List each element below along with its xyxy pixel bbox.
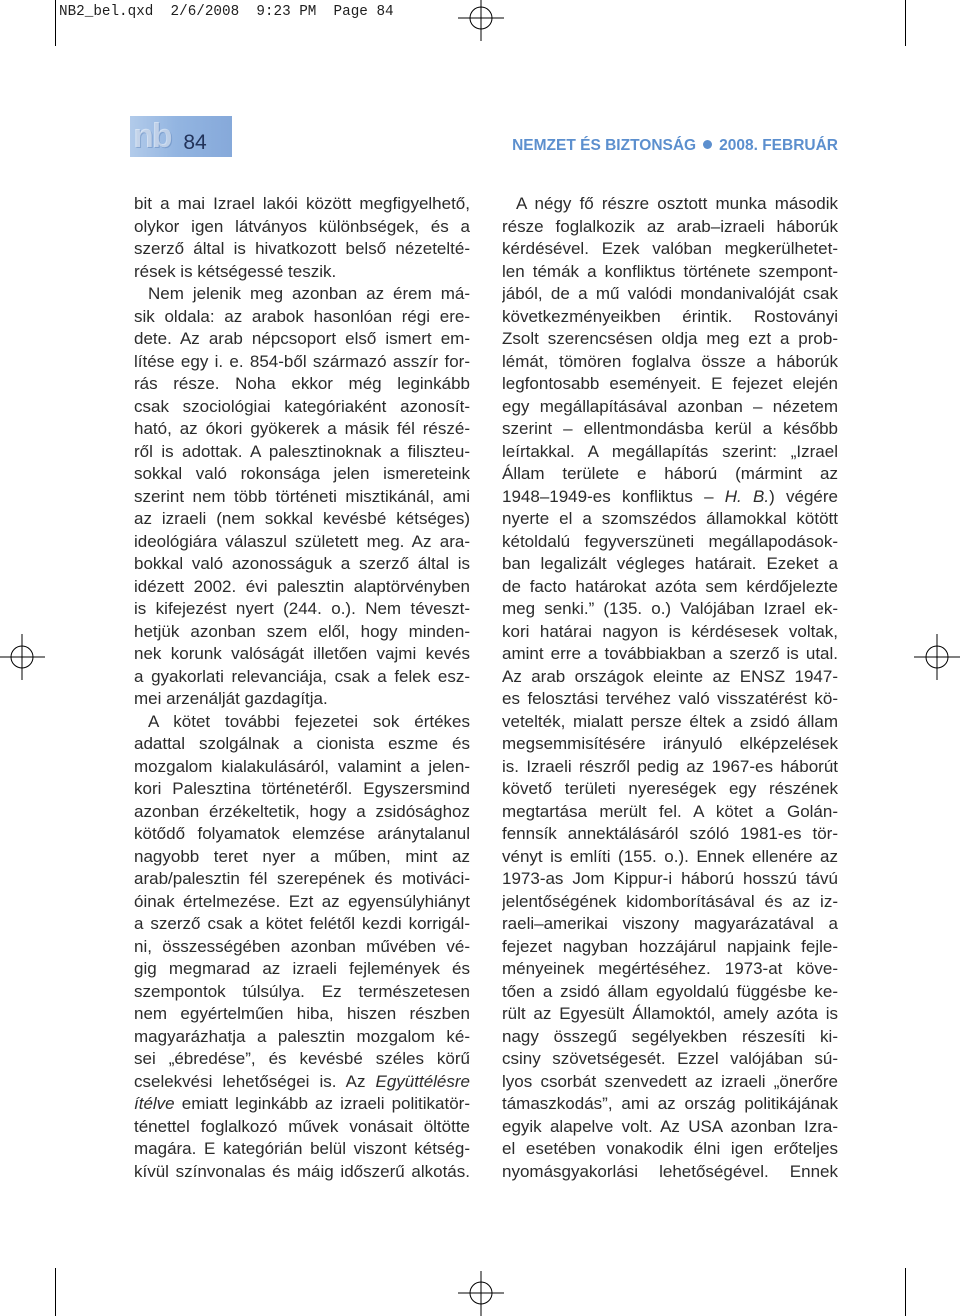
text-line: len témák a konfliktus története szempont- [502, 261, 838, 281]
text-line: rések is kétségessé teszik. [134, 261, 337, 281]
text-line: az izraeli (nem sokkal kevésbé kétséges) [134, 509, 470, 528]
italic-text: ítélve [134, 1094, 175, 1113]
text-line: el esetében vonakodik élni igen erőteljes [502, 1139, 838, 1158]
text-line: kérdésével. Ezek valóban megkerülhetet- [502, 239, 838, 258]
text-line [134, 1071, 470, 1094]
text-segment: emiatt leginkább az izraeli politikatör- [174, 1094, 470, 1113]
text-line: csak szociológiai kategóriaként azonosít- [134, 396, 470, 416]
slug-line: NB2_bel.qxd 2/6/2008 9:23 PM Page 84 [59, 4, 394, 20]
text-line: megsemmisítésére irányuló elképzelések [502, 734, 838, 753]
text-line: adattal szolgálnak a cionista eszme és [134, 734, 470, 753]
text-line: jelentőségének kidomborításával és az iz- [502, 891, 838, 911]
text-line: része foglalkozik az arab–izraeli háborúk [502, 216, 838, 236]
text-line: mei arzenálját gazdagítja. [134, 689, 328, 708]
text-line: nem egyértelműen hiba, hiszen részben [134, 1004, 470, 1023]
text-line [502, 486, 838, 509]
text-line: azonban érzékeltetik, hogy a zsidósághoz [134, 801, 470, 821]
text-line: rás része. Noha ekkor még leginkább [134, 374, 470, 393]
page-number: 84 [183, 131, 207, 154]
text-line: vényt is említi (155. o.). Ennek ellenére az [502, 846, 838, 866]
text-segment: 1948–1949-es konfliktus – [502, 486, 725, 506]
text-segment: cselekvési lehetőségei is. Az [134, 1071, 376, 1091]
text-line: lémát, tömören foglalva össze a háborúk [502, 351, 838, 371]
running-head [512, 138, 838, 154]
text-line: ténettel foglalkozó művek vonásait öltötte [134, 1116, 470, 1136]
text-line: lyos csorbát szenvedett az izraeli „önerőre [502, 1071, 838, 1091]
text-line: ményeinek megértéséhez. 1973-at köve- [502, 959, 838, 978]
text-line: tően a zsidó állam egyoldalú függésbe ke- [502, 981, 838, 1001]
text-line: megtartása merült fel. A kötet a Golán- [502, 801, 838, 821]
text-segment: ) végére [769, 486, 838, 506]
issue-date: 2008. FEBRUÁR [719, 137, 838, 154]
text-line: szerző által is hivatkozott belső nézetelté- [134, 239, 470, 258]
text-line: Állam területe e háború (mármint az [502, 464, 838, 483]
journal-title: NEMZET ÉS BIZTONSÁG [512, 137, 697, 154]
text-line: szerint – ellentmondásba kerül a később [502, 419, 838, 438]
text-line: es felosztási tervéhez való visszatérést kö- [502, 689, 838, 708]
text-line: támaszkodás”, ami az ország politikájának [502, 1094, 838, 1113]
text-line: leírtakkal. A megállapítás szerint: „Izrael [502, 441, 838, 461]
text-line: arab/palesztin fél szerepének és motiváci- [134, 869, 470, 888]
registration-mark-top [458, 0, 504, 41]
text-line: ni, összességében azonban művében vé- [134, 936, 470, 956]
text-line: mozgalom kialakulásáról, valamint a jelen- [134, 756, 470, 776]
text-line: nagyobb teret nyer a műben, mint az [134, 846, 470, 866]
text-line: sokkal való rokonsága jelen ismereteink [134, 464, 470, 483]
registration-mark-right [914, 634, 960, 680]
text-line: ről is adottak. A palesztinoknak a filiszteu- [134, 441, 470, 461]
text-line: ideológiára válaszul született meg. Az ara- [134, 531, 470, 551]
text-line: a szerző csak a kötet felétől kezdi korrigál- [134, 914, 470, 933]
text-line: nyerte el a szomszédos államokkal kötött [502, 509, 838, 528]
text-line: kívül színvonalas és máig időszerű alkotás. [134, 1161, 470, 1181]
text-line: de facto határokat azóta sem kérdőjelezte [502, 576, 838, 596]
text-line: ható, az ókori gyökerek a másik fél részé- [134, 419, 470, 438]
text-line: sik oldala: az arabok hasonlóan régi ere- [134, 306, 470, 326]
text-line: A négy fő részre osztott munka második [516, 194, 838, 213]
text-line: raeli–amerikai viszony magyarázatával a [502, 914, 838, 933]
left-column [134, 193, 470, 1183]
bullet-dot-icon [703, 140, 712, 149]
text-line: kori Palesztina történetéről. Egyszersmind [134, 779, 470, 798]
text-line: fejezet nagyban hozzájárul napjaink fejle- [502, 936, 838, 956]
text-line: dete. Az arab népcsoport első ismert em- [134, 329, 470, 348]
italic-text: Együttélésre [375, 1071, 470, 1091]
text-line: egyik alapelve volt. Az USA azonban Izra- [502, 1116, 838, 1136]
text-line: rült az Egyesült Államoktól, amely azóta is [502, 1004, 838, 1023]
text-line: lítése egy i. e. 854-ből származó asszír for- [134, 351, 470, 371]
right-column [502, 193, 838, 1183]
text-line: idézett 2002. évi palesztin alaptörvényben [134, 576, 470, 596]
text-line: jából, de a mű valódi mondanivalóját csak [502, 284, 838, 303]
text-line: meg senki.” (135. o.) Valójában Izrael ek- [502, 599, 838, 618]
text-line: egy megállapításával azonban – nézetem [502, 396, 838, 416]
text-line: legfontosabb eseményeit. E fejezet elején [502, 374, 838, 393]
text-line: hetjük azonban szem elől, hogy minden- [134, 621, 470, 641]
text-line [134, 1093, 470, 1116]
text-line: A kötet további fejezetei sok értékes [148, 711, 470, 731]
text-line: magára. E kategórián belül viszont kétség- [134, 1139, 470, 1158]
text-line: ban legalizált végleges határait. Ezeket a [502, 554, 838, 573]
text-line: 1973-as Jom Kippur-i háború hosszú távú [502, 869, 838, 888]
text-line: szempontok túlsúlya. Ez természetesen [134, 981, 470, 1001]
text-line: kötődő folyamatok elemzése aránytalanul [134, 824, 470, 843]
text-line: Az arab országok eleinte az ENSZ 1947- [502, 666, 838, 686]
text-line: követő területi nyereségek egy részének [502, 779, 838, 798]
text-line: következményeikben érintik. Rostoványi [502, 306, 838, 326]
text-line: vetelték, mialatt persze éltek a zsidó állam [502, 711, 838, 731]
text-line: Nem jelenik meg azonban az érem má- [148, 284, 470, 303]
text-line: Zsolt szerencsésen oldja meg ezt a prob- [502, 329, 838, 348]
text-line: amint erre a továbbiakban a szerző is utal. [502, 644, 838, 663]
registration-mark-left [0, 634, 45, 680]
text-line: nyomásgyakorlási lehetőségével. Ennek [502, 1161, 838, 1181]
text-line: szerint nem több történeti misztikánál, ami [134, 486, 470, 506]
text-line: is kifejezést nyert (244. o.). Nem téveszt- [134, 599, 470, 618]
text-line: bokkal való azonosságuk a szerző által is [134, 554, 470, 573]
registration-mark-bottom [458, 1271, 504, 1316]
text-line: fennsík annektálásáról szóló 1981-es tör- [502, 824, 838, 843]
italic-text: H. B. [724, 486, 770, 506]
text-line: a gyakorlati relevanciája, csak a felek esz- [134, 666, 470, 686]
text-line: óinak értelmezése. Ezt az egyensúlyhiányt [134, 891, 470, 911]
text-line: nek korunk valóságát illetően vajmi kevés [134, 644, 470, 663]
text-line: bit a mai Izrael lakói között megfigyelhető, [134, 194, 470, 213]
text-line: is. Izraeli részről pedig az 1967-es háborút [502, 756, 838, 776]
text-line: sei „ébredése”, és kevésbé széles körű [134, 1049, 470, 1068]
text-line: gig megmarad az izraeli fejlemények és [134, 959, 470, 978]
text-line: csiny szövetségesét. Ezzel valójában sú- [502, 1049, 838, 1068]
text-line: kétoldalú fegyverszüneti megállapodások- [502, 531, 838, 551]
text-line: kori határai nagyon is kérdésesek voltak, [502, 621, 838, 641]
text-line: nagy összegű segélyekben részesíti ki- [502, 1026, 838, 1046]
text-line: magyarázhatja a palesztin mozgalom ké- [134, 1026, 470, 1046]
text-line: olykor igen látványos különbségek, és a [134, 216, 470, 236]
journal-logo: nb [133, 117, 171, 155]
page-number-box [130, 116, 232, 157]
